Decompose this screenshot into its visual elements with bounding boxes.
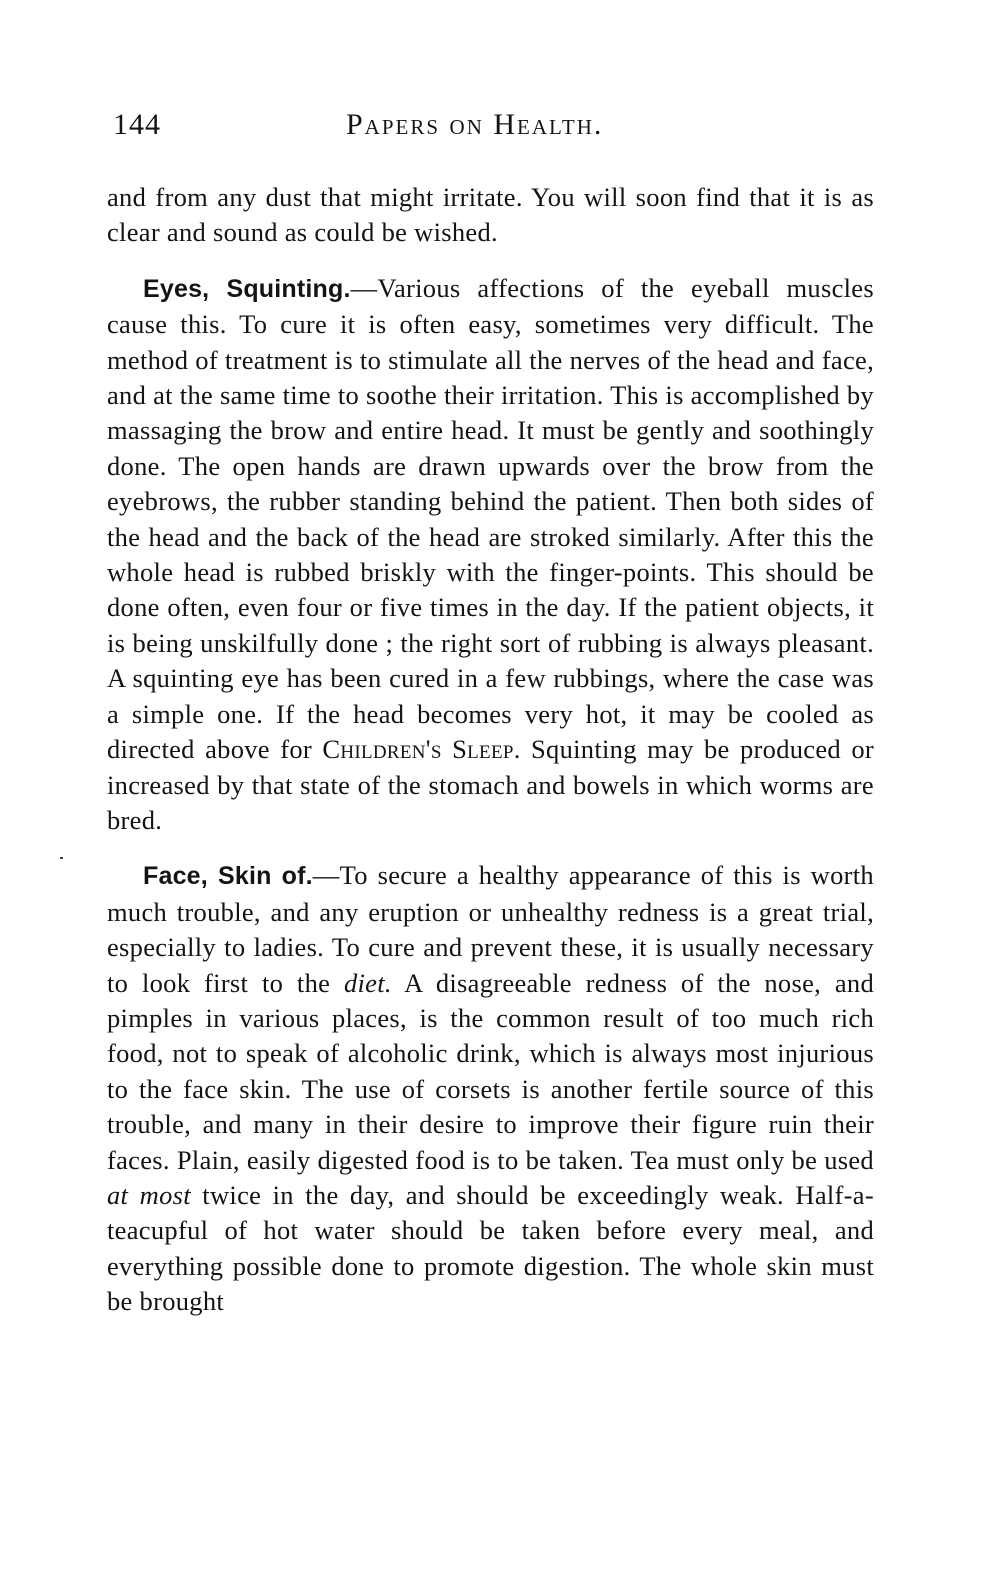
margin-ink-speck <box>60 857 63 859</box>
entry-heading-eyes-squinting: Eyes, Squinting. <box>143 274 351 303</box>
face-skin-entry <box>107 858 874 1319</box>
eyes-squinting-text-a: —Various affections of the eyeball muscles cause this. To cure it is often easy, sometimes very difficult. The method of treatment is to stimulate all the nerves of the head and face, and at the same time to soothe their irritation. This is accomplished by massaging the brow and entire head. It must be gently and soothingly done. The open hands are drawn upwards over the brow from the eyebrows, the rubber standing behind the patient. Then both sides of the head and the back of the head are stroked similarly. After this the whole head is rubbed briskly with the finger-points. This should be done often, even four or five times in the day. If the patient objects, it is being unskilfully done ; the right sort of rubbing is always pleasant. A squinting eye has been cured in a few rubbings, where the case was a simple one. If the head becomes very hot, it may be cooled as directed above for <box>107 272 874 765</box>
face-skin-text-a: —To secure a healthy appearance of this is worth much trouble, and any eruption or unhealthy redness is a great trial, especially to ladies. To cure and prevent these, it is usually necessary to look first to the <box>107 860 874 998</box>
eyes-squinting-entry <box>107 271 874 839</box>
italic-diet: diet. <box>343 967 392 998</box>
continuation-paragraph <box>107 180 874 251</box>
continuation-text: and from any dust that might irritate. You will soon find that it is as clear and sound as could be wished. <box>107 182 874 248</box>
face-skin-text-b: A disagreeable redness of the nose, and pimples in various places, is the common result of too much rich food, not to speak of alcoholic drink, which is always most injurious to the face skin. The use of corsets is another fertile source of this trouble, and many in their desire to improve their figure ruin their faces. Plain, easily digested food is to be taken. Tea must only be used <box>107 967 874 1175</box>
running-title: Papers on Health. <box>346 108 604 141</box>
face-skin-text-c: twice in the day, and should be exceedingly weak. Half-a-teacupful of hot water should be taken before every meal, and everything possible done to promote digestion. The whole skin must be brought <box>107 1179 874 1317</box>
eyes-squinting-text-b: . Squinting may be produced or increased by that state of the stomach and bowels in which worms are bred. <box>107 734 874 835</box>
cross-reference-childrens-sleep: Children's Sleep <box>322 734 514 765</box>
body-text <box>107 180 874 1320</box>
entry-heading-face-skin: Face, Skin of. <box>143 862 313 891</box>
italic-at-most: at most <box>107 1179 191 1210</box>
running-head <box>110 108 876 152</box>
page-number: 144 <box>113 108 161 141</box>
